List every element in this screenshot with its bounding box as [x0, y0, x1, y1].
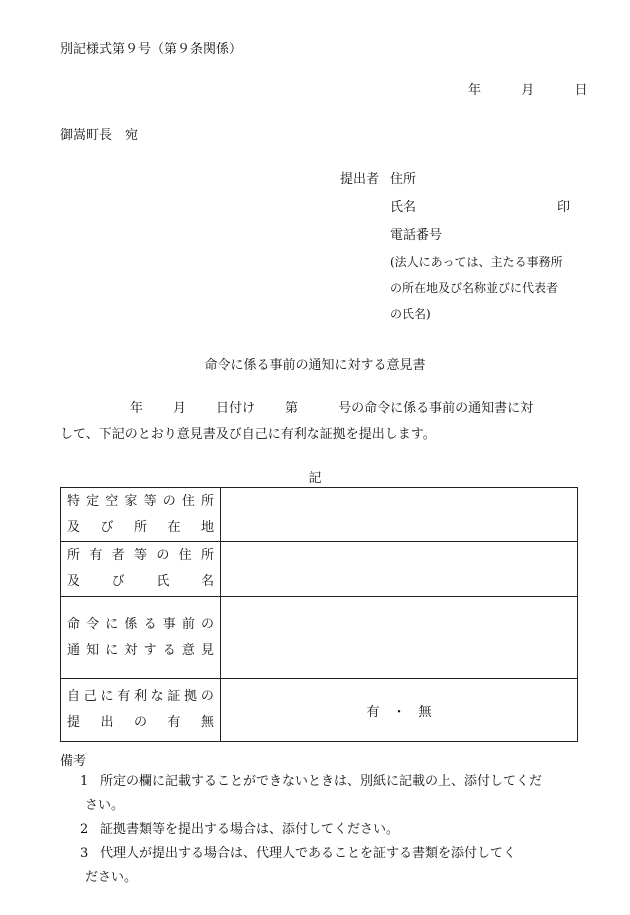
phone-label: 電話番号 — [390, 228, 443, 243]
body-month: 月 — [173, 401, 187, 416]
body-line1-rest: 号の命令に係る事前の通知書に対 — [338, 401, 534, 416]
label-char: 者 — [111, 548, 125, 563]
label-char: 証 — [167, 689, 181, 704]
note-text: 代理人が提出する場合は、代理人であることを証する書類を添付してく — [100, 846, 517, 861]
label-char: 空 — [105, 493, 119, 509]
row-label — [61, 542, 221, 597]
label-char: な — [150, 689, 164, 704]
label-char: 及 — [67, 574, 81, 589]
label-char: 意 — [181, 642, 195, 658]
evidence-yes-no[interactable]: 有 ・ 無 — [221, 679, 578, 742]
note-text-cont: さい。 — [85, 798, 125, 813]
row-label — [61, 679, 221, 742]
label-char: る — [162, 642, 176, 658]
label-char: 住 — [178, 548, 192, 563]
label-char: び — [100, 519, 114, 535]
note-text-cont: ださい。 — [85, 870, 138, 885]
label-char: に — [100, 689, 114, 704]
label-char: び — [111, 574, 125, 589]
label-char: 命 — [67, 616, 81, 632]
note-number: 2 — [80, 822, 89, 837]
label-char: 家 — [124, 493, 138, 509]
label-char: 対 — [124, 642, 138, 658]
label-char: 見 — [200, 642, 214, 658]
form-number: 別記様式第９号（第９条関係） — [60, 42, 243, 57]
label-char: 住 — [181, 493, 195, 509]
date-month: 月 — [521, 83, 535, 98]
body-no-prefix: 第 — [285, 401, 299, 416]
seal-mark: 印 — [557, 200, 571, 215]
table-row — [61, 597, 578, 679]
body-paragraph — [60, 396, 578, 448]
body-year: 年 — [130, 401, 144, 416]
note-item — [60, 770, 578, 818]
label-char: 等 — [143, 493, 157, 509]
label-char: の — [162, 493, 176, 509]
row-value-field[interactable] — [221, 488, 578, 542]
row-value-field[interactable] — [221, 597, 578, 679]
row-label — [61, 488, 221, 542]
label-char: 自 — [67, 689, 81, 704]
note-item — [60, 818, 578, 842]
label-char: に — [105, 616, 119, 632]
label-char: 無 — [200, 715, 214, 730]
corp-note-line: の所在地及び名称並びに代表者 — [390, 281, 559, 295]
submitter-label: 提出者 — [340, 172, 380, 187]
table-row — [61, 488, 578, 542]
document-title: 命令に係る事前の通知に対する意見書 — [204, 358, 426, 373]
label-char: 己 — [83, 689, 97, 704]
label-char: 有 — [117, 689, 131, 704]
label-char: 在 — [167, 519, 181, 535]
label-char: 所 — [200, 548, 214, 563]
label-char: の — [156, 548, 170, 563]
ki-heading: 記 — [308, 471, 322, 486]
label-char: 氏 — [156, 574, 170, 589]
label-char: 令 — [86, 616, 100, 632]
label-char: 知 — [86, 642, 100, 658]
label-char: 事 — [162, 616, 176, 632]
label-char: る — [143, 616, 157, 632]
label-char: 拠 — [184, 689, 198, 704]
label-char: 地 — [200, 519, 214, 535]
date-line — [468, 79, 588, 98]
label-char: に — [105, 642, 119, 658]
label-char: 等 — [133, 548, 147, 563]
label-char: 通 — [67, 642, 81, 658]
body-date-suffix: 日付け — [216, 401, 256, 416]
table-row — [61, 679, 578, 742]
label-char: 定 — [86, 493, 100, 509]
row-label — [61, 597, 221, 679]
label-char: 所 — [133, 519, 147, 535]
note-text: 証拠書類等を提出する場合は、添付してください。 — [100, 822, 400, 837]
opinion-form-table — [60, 487, 578, 742]
label-char: 利 — [133, 689, 147, 704]
label-char: の — [133, 715, 147, 730]
label-char: 提 — [67, 715, 81, 730]
corp-note-line: (法人にあっては、主たる事務所 — [390, 255, 563, 269]
address-label: 住所 — [390, 172, 417, 187]
name-label: 氏名 — [390, 200, 417, 215]
label-char: 所 — [67, 548, 81, 563]
label-char: す — [143, 642, 157, 658]
label-char: 所 — [200, 493, 214, 509]
label-char: 係 — [124, 616, 138, 632]
label-char: 有 — [167, 715, 181, 730]
label-char: 特 — [67, 493, 81, 509]
body-line2: して、下記のとおり意見書及び自己に有利な証拠を提出します。 — [60, 427, 436, 442]
note-text: 所定の欄に記載することができないときは、別紙に記載の上、添付してくだ — [100, 774, 543, 789]
label-char: 及 — [67, 519, 81, 535]
label-char: 名 — [200, 574, 214, 589]
table-row — [61, 542, 578, 597]
label-char: の — [200, 616, 214, 632]
note-item — [60, 842, 578, 890]
date-day: 日 — [574, 83, 588, 98]
note-number: 1 — [80, 774, 89, 789]
label-char: 出 — [100, 715, 114, 730]
addressee: 御嵩町長 宛 — [60, 128, 139, 143]
notes-heading: 備考 — [60, 754, 87, 769]
label-char: 有 — [89, 548, 103, 563]
label-char: の — [200, 689, 214, 704]
label-char: 前 — [181, 616, 195, 632]
corp-note-line: の氏名) — [390, 307, 431, 321]
row-value-field[interactable] — [221, 542, 578, 597]
note-number: 3 — [80, 846, 89, 861]
date-year: 年 — [468, 83, 482, 98]
